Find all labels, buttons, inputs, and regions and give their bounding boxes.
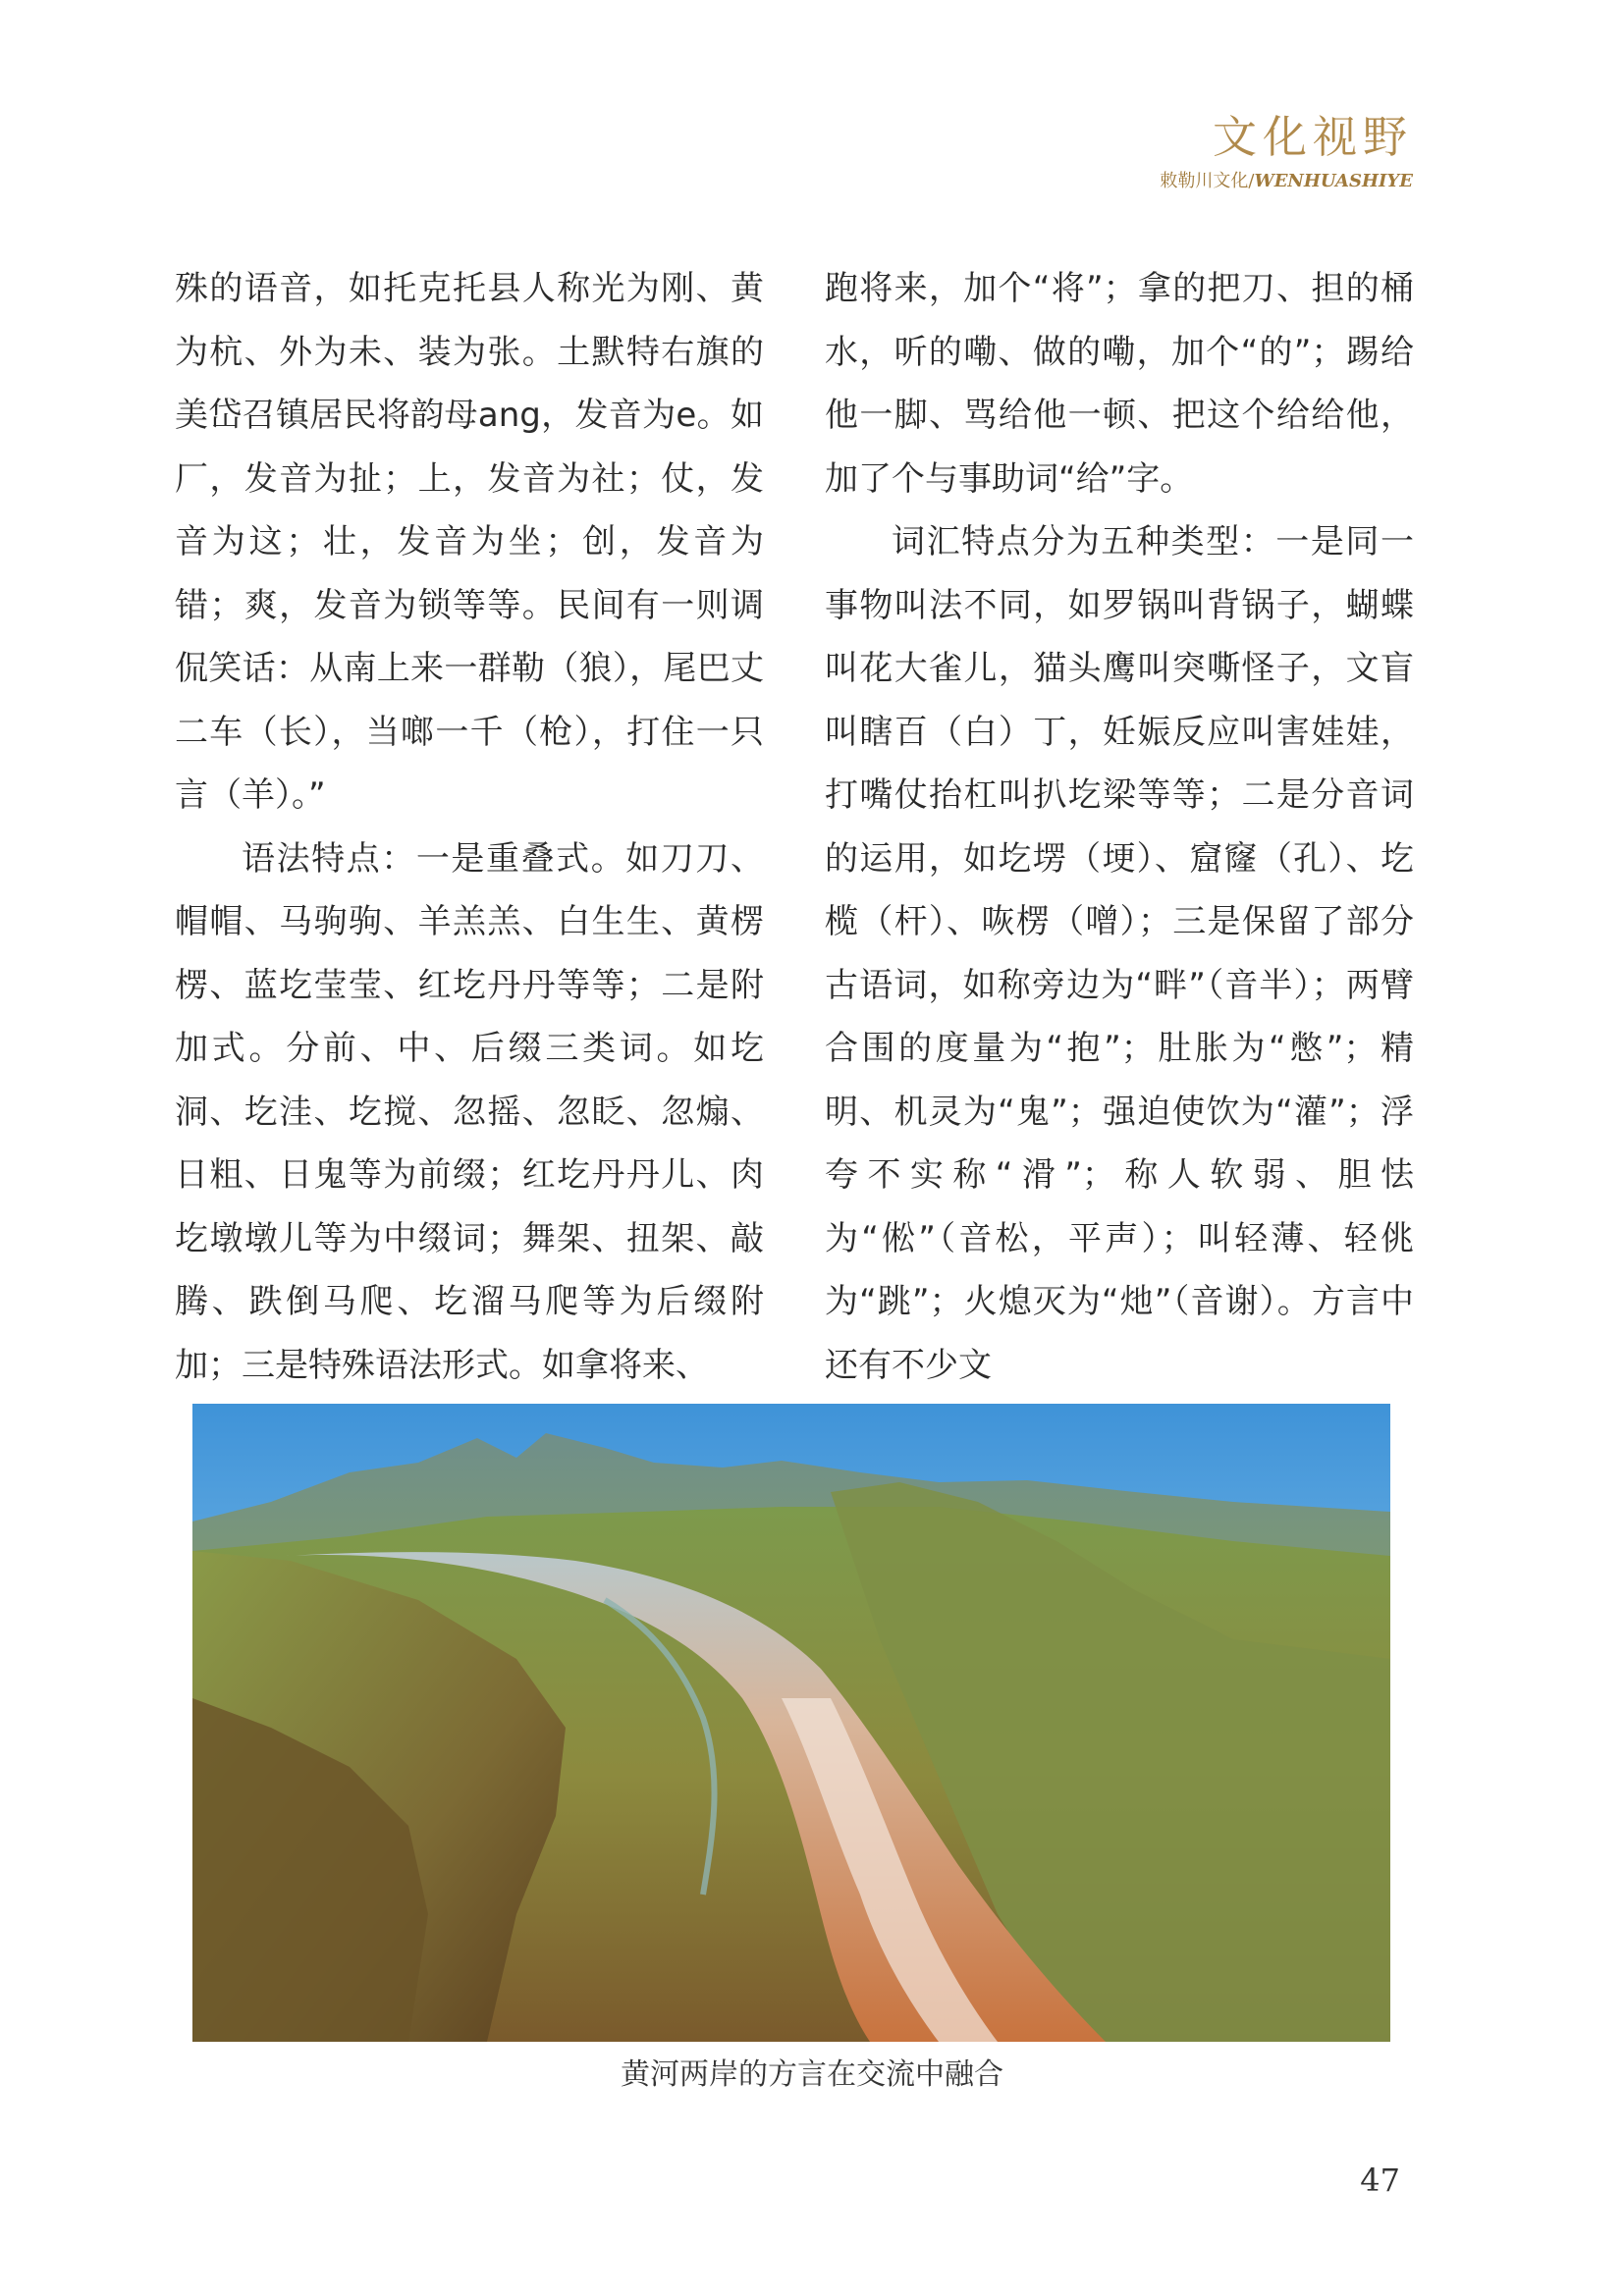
right-paragraph-1: 跑将来，加个“将”；拿的把刀、担的桶水，听的嘞、做的嘞，加个“的”；踢给他一脚、骂给他一顿、把这个给给他，加了个与事助词“给”字。 xyxy=(825,269,1414,499)
left-paragraph-1: 殊的语音，如托克托县人称光为刚、黄为杭、外为未、装为张。土默特右旗的美岱召镇居民将韵母ang，发音为e。如厂，发音为扯；上，发音为社；仗，发音为这；壮，发音为坐；创，发音为错；爽，发音为锁等等。民间有一则调侃笑话：从南上来一群勒（狼），尾巴丈二车（长），当啷一千（枪），打住一只言（羊）。” xyxy=(175,269,764,815)
yellow-river-photo xyxy=(192,1404,1390,2042)
left-column xyxy=(175,257,764,1397)
section-subtitle xyxy=(1160,169,1413,194)
left-paragraph-2: 语法特点：一是重叠式。如刀刀、帽帽、马驹驹、羊羔羔、白生生、黄楞楞、蓝圪莹莹、红圪丹丹等等；二是附加式。分前、中、后缀三类词。如圪洞、圪洼、圪搅、忽摇、忽眨、忽煽、日粗、日鬼等为前缀；红圪丹丹儿、肉圪墩墩儿等为中缀词；舞架、扭架、敲腾、跌倒马爬、圪溜马爬等为后缀附加；三是特殊语法形式。如拿将来、 xyxy=(175,838,764,1385)
subtitle-separator: / xyxy=(1248,171,1255,191)
page-number: 47 xyxy=(1360,2162,1400,2199)
subtitle-cn: 敕勒川文化 xyxy=(1160,171,1249,191)
landscape-illustration xyxy=(192,1404,1390,2042)
photo-caption: 黄河两岸的方言在交流中融合 xyxy=(621,2057,1003,2092)
right-paragraph-2: 词汇特点分为五种类型：一是同一事物叫法不同，如罗锅叫背锅子，蝴蝶叫花大雀儿，猫头鹰叫突嘶怪子，文盲叫瞎百（白）丁，妊娠反应叫害娃娃，打嘴仗抬杠叫扒圪梁等等；二是分音词的运用，如圪塄（埂）、窟窿（孔）、圪榄（杆）、咴楞（噌）；三是保留了部分古语词，如称旁边为“畔”（音半）；两臂合围的度量为“抱”；肚胀为“憋”；精明、机灵为“鬼”；强迫使饮为“灌”；浮夸不实称“滑”；称人软弱、胆怯为“倯”（音松，平声）；叫轻薄、轻佻为“跳”；火熄灭为“灺”（音谢）。方言中还有不少文 xyxy=(825,522,1414,1385)
subtitle-en: WENHUASHIYE xyxy=(1254,171,1413,191)
right-column xyxy=(825,257,1414,1397)
section-header xyxy=(1160,110,1413,194)
section-title: 文化视野 xyxy=(1212,111,1413,163)
